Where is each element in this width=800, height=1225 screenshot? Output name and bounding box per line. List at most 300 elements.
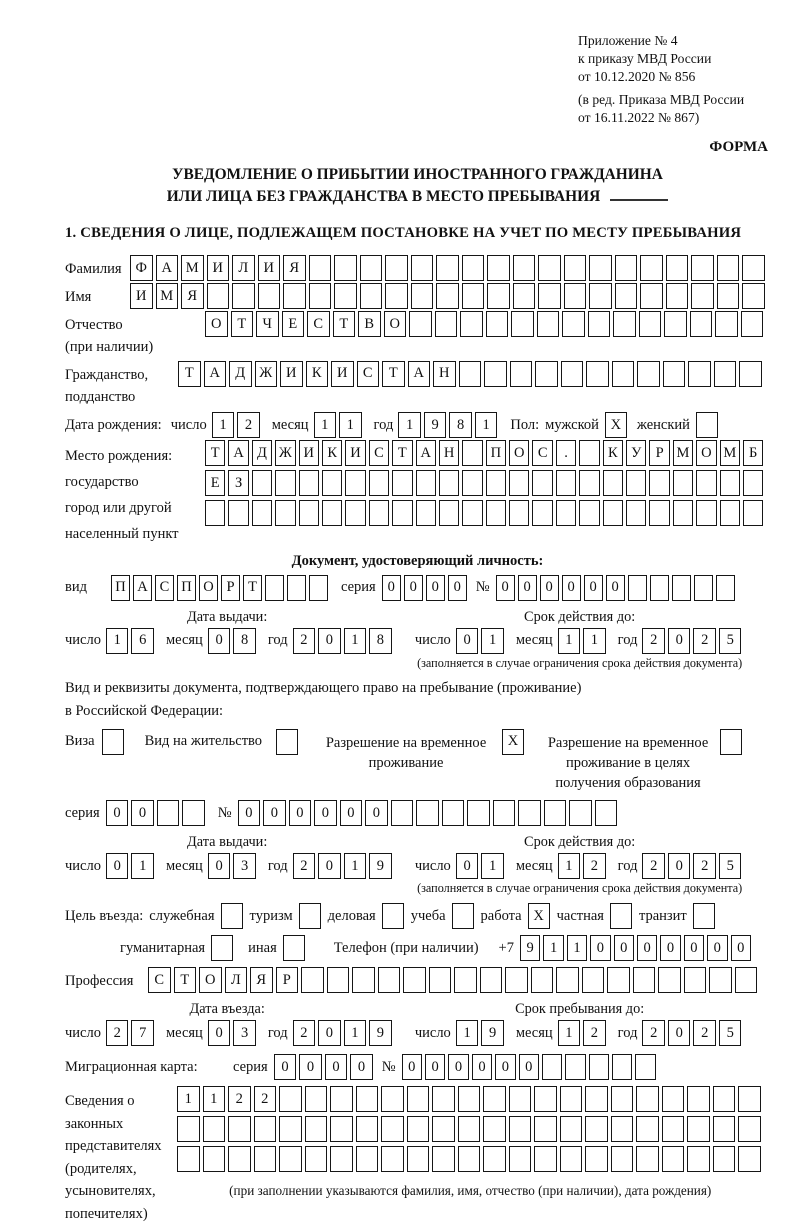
- char-box[interactable]: [157, 800, 180, 826]
- char-box[interactable]: [381, 1146, 404, 1172]
- char-box[interactable]: П: [486, 440, 506, 466]
- char-box[interactable]: Ф: [130, 255, 153, 281]
- char-box[interactable]: [673, 470, 693, 496]
- char-box[interactable]: [416, 800, 439, 826]
- char-box[interactable]: Р: [276, 967, 299, 993]
- char-box[interactable]: [322, 470, 342, 496]
- char-box[interactable]: [432, 1146, 455, 1172]
- char-box[interactable]: 2: [237, 412, 260, 438]
- char-box[interactable]: А: [204, 361, 227, 387]
- char-box[interactable]: [662, 1086, 685, 1112]
- char-box[interactable]: [615, 255, 638, 281]
- char-box[interactable]: [538, 283, 561, 309]
- char-box[interactable]: 9: [369, 853, 392, 879]
- char-box[interactable]: [635, 1054, 655, 1080]
- char-box[interactable]: 0: [274, 1054, 297, 1080]
- char-box[interactable]: [509, 500, 529, 526]
- char-box[interactable]: 0: [472, 1054, 492, 1080]
- char-box[interactable]: [603, 470, 623, 496]
- char-box[interactable]: В: [358, 311, 381, 337]
- char-box[interactable]: [626, 470, 646, 496]
- char-box[interactable]: [487, 283, 510, 309]
- char-box[interactable]: 0: [106, 853, 129, 879]
- char-box[interactable]: [720, 500, 740, 526]
- char-box[interactable]: [742, 255, 765, 281]
- char-box[interactable]: 0: [208, 853, 231, 879]
- char-box[interactable]: [416, 470, 436, 496]
- char-box[interactable]: [369, 470, 389, 496]
- char-box[interactable]: А: [133, 575, 152, 601]
- char-box[interactable]: [182, 800, 205, 826]
- char-box[interactable]: [458, 1086, 481, 1112]
- char-box[interactable]: О: [696, 440, 716, 466]
- char-box[interactable]: 0: [518, 575, 537, 601]
- char-box[interactable]: 0: [106, 800, 129, 826]
- char-box[interactable]: [713, 1086, 736, 1112]
- char-box[interactable]: Т: [178, 361, 201, 387]
- char-box[interactable]: [467, 800, 490, 826]
- char-box[interactable]: [322, 500, 342, 526]
- char-box[interactable]: [330, 1116, 353, 1142]
- char-box[interactable]: [738, 1146, 761, 1172]
- char-box[interactable]: [203, 1116, 226, 1142]
- char-box[interactable]: [356, 1146, 379, 1172]
- char-box[interactable]: 3: [233, 853, 256, 879]
- char-box[interactable]: 0: [684, 935, 704, 961]
- char-box[interactable]: [480, 967, 503, 993]
- char-box[interactable]: [662, 1146, 685, 1172]
- char-box[interactable]: Т: [174, 967, 197, 993]
- char-box[interactable]: [714, 361, 737, 387]
- char-box[interactable]: [716, 575, 735, 601]
- char-box[interactable]: [636, 1116, 659, 1142]
- char-box[interactable]: 0: [318, 853, 341, 879]
- char-box[interactable]: [436, 283, 459, 309]
- char-box[interactable]: [385, 255, 408, 281]
- char-box[interactable]: 1: [344, 1020, 367, 1046]
- char-box[interactable]: [460, 311, 483, 337]
- char-box[interactable]: 2: [642, 1020, 665, 1046]
- char-box[interactable]: О: [205, 311, 228, 337]
- char-box[interactable]: [588, 311, 611, 337]
- char-box[interactable]: [743, 500, 763, 526]
- char-box[interactable]: 1: [583, 628, 606, 654]
- char-box[interactable]: С: [369, 440, 389, 466]
- char-box[interactable]: [640, 283, 663, 309]
- char-box[interactable]: [432, 1116, 455, 1142]
- char-box[interactable]: [356, 1116, 379, 1142]
- char-box[interactable]: [258, 283, 281, 309]
- char-box[interactable]: С: [148, 967, 171, 993]
- char-box[interactable]: 9: [520, 935, 540, 961]
- char-box[interactable]: [720, 470, 740, 496]
- char-box[interactable]: [742, 283, 765, 309]
- char-box[interactable]: [658, 967, 681, 993]
- char-box[interactable]: 0: [425, 1054, 445, 1080]
- char-box[interactable]: С: [155, 575, 174, 601]
- char-box[interactable]: Ж: [275, 440, 295, 466]
- char-box[interactable]: 2: [693, 1020, 716, 1046]
- char-box[interactable]: 5: [719, 853, 742, 879]
- char-box[interactable]: 1: [558, 853, 581, 879]
- char-box[interactable]: [690, 311, 713, 337]
- char-box[interactable]: П: [177, 575, 196, 601]
- char-box[interactable]: [407, 1116, 430, 1142]
- char-box[interactable]: [275, 500, 295, 526]
- char-box[interactable]: О: [199, 967, 222, 993]
- char-box[interactable]: 2: [293, 853, 316, 879]
- char-box[interactable]: 2: [583, 853, 606, 879]
- char-box[interactable]: [582, 967, 605, 993]
- char-box[interactable]: Я: [181, 283, 204, 309]
- char-box[interactable]: 1: [558, 1020, 581, 1046]
- business-checkbox[interactable]: [382, 903, 404, 929]
- char-box[interactable]: [275, 470, 295, 496]
- char-box[interactable]: 0: [318, 1020, 341, 1046]
- char-box[interactable]: 9: [424, 412, 447, 438]
- char-box[interactable]: 0: [707, 935, 727, 961]
- char-box[interactable]: [556, 470, 576, 496]
- char-box[interactable]: Б: [743, 440, 763, 466]
- char-box[interactable]: 0: [263, 800, 286, 826]
- char-box[interactable]: 0: [448, 1054, 468, 1080]
- char-box[interactable]: [509, 1116, 532, 1142]
- char-box[interactable]: [279, 1146, 302, 1172]
- char-box[interactable]: 5: [719, 628, 742, 654]
- char-box[interactable]: 0: [668, 1020, 691, 1046]
- char-box[interactable]: 1: [481, 628, 504, 654]
- char-box[interactable]: [392, 500, 412, 526]
- char-box[interactable]: [392, 470, 412, 496]
- char-box[interactable]: [513, 283, 536, 309]
- char-box[interactable]: 1: [398, 412, 421, 438]
- char-box[interactable]: 0: [496, 575, 515, 601]
- char-box[interactable]: И: [207, 255, 230, 281]
- char-box[interactable]: [459, 361, 482, 387]
- temp-residence-checkbox[interactable]: X: [502, 729, 524, 755]
- char-box[interactable]: 0: [340, 800, 363, 826]
- char-box[interactable]: М: [181, 255, 204, 281]
- char-box[interactable]: [330, 1146, 353, 1172]
- char-box[interactable]: [741, 311, 764, 337]
- char-box[interactable]: [299, 470, 319, 496]
- char-box[interactable]: [687, 1146, 710, 1172]
- char-box[interactable]: 0: [562, 575, 581, 601]
- char-box[interactable]: [633, 967, 656, 993]
- char-box[interactable]: [565, 1054, 585, 1080]
- char-box[interactable]: [462, 255, 485, 281]
- char-box[interactable]: 1: [212, 412, 235, 438]
- char-box[interactable]: О: [199, 575, 218, 601]
- char-box[interactable]: И: [299, 440, 319, 466]
- char-box[interactable]: 0: [540, 575, 559, 601]
- char-box[interactable]: [442, 800, 465, 826]
- char-box[interactable]: 2: [228, 1086, 251, 1112]
- char-box[interactable]: [612, 1054, 632, 1080]
- char-box[interactable]: [696, 500, 716, 526]
- char-box[interactable]: [228, 500, 248, 526]
- char-box[interactable]: [305, 1146, 328, 1172]
- char-box[interactable]: [589, 255, 612, 281]
- char-box[interactable]: Н: [433, 361, 456, 387]
- char-box[interactable]: .: [556, 440, 576, 466]
- char-box[interactable]: [628, 575, 647, 601]
- char-box[interactable]: [717, 283, 740, 309]
- char-box[interactable]: [611, 1086, 634, 1112]
- char-box[interactable]: [435, 311, 458, 337]
- char-box[interactable]: С: [532, 440, 552, 466]
- char-box[interactable]: [691, 283, 714, 309]
- char-box[interactable]: Л: [232, 255, 255, 281]
- char-box[interactable]: [650, 575, 669, 601]
- char-box[interactable]: [518, 800, 541, 826]
- char-box[interactable]: [509, 1086, 532, 1112]
- char-box[interactable]: 1: [339, 412, 362, 438]
- char-box[interactable]: [487, 255, 510, 281]
- char-box[interactable]: [177, 1146, 200, 1172]
- char-box[interactable]: Т: [382, 361, 405, 387]
- char-box[interactable]: [462, 440, 482, 466]
- char-box[interactable]: [287, 575, 306, 601]
- char-box[interactable]: [265, 575, 284, 601]
- char-box[interactable]: Т: [243, 575, 262, 601]
- char-box[interactable]: 8: [233, 628, 256, 654]
- char-box[interactable]: 8: [369, 628, 392, 654]
- char-box[interactable]: [454, 967, 477, 993]
- char-box[interactable]: [205, 500, 225, 526]
- char-box[interactable]: [369, 500, 389, 526]
- char-box[interactable]: [407, 1146, 430, 1172]
- char-box[interactable]: [564, 255, 587, 281]
- char-box[interactable]: [672, 575, 691, 601]
- char-box[interactable]: 2: [106, 1020, 129, 1046]
- char-box[interactable]: [589, 1054, 609, 1080]
- visa-checkbox[interactable]: [102, 729, 124, 755]
- char-box[interactable]: 0: [350, 1054, 373, 1080]
- char-box[interactable]: Я: [250, 967, 273, 993]
- char-box[interactable]: [439, 470, 459, 496]
- char-box[interactable]: 1: [475, 412, 498, 438]
- char-box[interactable]: [203, 1146, 226, 1172]
- char-box[interactable]: [738, 1086, 761, 1112]
- char-box[interactable]: [688, 361, 711, 387]
- char-box[interactable]: 1: [344, 853, 367, 879]
- char-box[interactable]: [378, 967, 401, 993]
- char-box[interactable]: Ж: [255, 361, 278, 387]
- char-box[interactable]: [607, 967, 630, 993]
- char-box[interactable]: [232, 283, 255, 309]
- char-box[interactable]: [673, 500, 693, 526]
- private-checkbox[interactable]: [610, 903, 632, 929]
- char-box[interactable]: [626, 500, 646, 526]
- char-box[interactable]: Т: [205, 440, 225, 466]
- char-box[interactable]: [595, 800, 618, 826]
- char-box[interactable]: [535, 361, 558, 387]
- char-box[interactable]: 1: [344, 628, 367, 654]
- char-box[interactable]: А: [408, 361, 431, 387]
- official-checkbox[interactable]: [221, 903, 243, 929]
- char-box[interactable]: [505, 967, 528, 993]
- char-box[interactable]: 0: [606, 575, 625, 601]
- char-box[interactable]: 0: [208, 628, 231, 654]
- char-box[interactable]: [735, 967, 758, 993]
- char-box[interactable]: [636, 1086, 659, 1112]
- char-box[interactable]: Я: [283, 255, 306, 281]
- char-box[interactable]: 0: [238, 800, 261, 826]
- char-box[interactable]: [709, 967, 732, 993]
- char-box[interactable]: 9: [481, 1020, 504, 1046]
- char-box[interactable]: [486, 500, 506, 526]
- char-box[interactable]: 0: [426, 575, 445, 601]
- char-box[interactable]: 0: [325, 1054, 348, 1080]
- char-box[interactable]: [687, 1086, 710, 1112]
- char-box[interactable]: 1: [481, 853, 504, 879]
- char-box[interactable]: [309, 255, 332, 281]
- char-box[interactable]: [511, 311, 534, 337]
- char-box[interactable]: [560, 1116, 583, 1142]
- char-box[interactable]: Т: [392, 440, 412, 466]
- char-box[interactable]: [666, 255, 689, 281]
- char-box[interactable]: [585, 1116, 608, 1142]
- char-box[interactable]: 1: [203, 1086, 226, 1112]
- char-box[interactable]: [713, 1116, 736, 1142]
- char-box[interactable]: К: [306, 361, 329, 387]
- char-box[interactable]: И: [345, 440, 365, 466]
- char-box[interactable]: 1: [131, 853, 154, 879]
- transit-checkbox[interactable]: [693, 903, 715, 929]
- char-box[interactable]: [309, 283, 332, 309]
- char-box[interactable]: [637, 361, 660, 387]
- char-box[interactable]: 2: [642, 853, 665, 879]
- char-box[interactable]: [589, 283, 612, 309]
- char-box[interactable]: [562, 311, 585, 337]
- char-box[interactable]: [483, 1116, 506, 1142]
- char-box[interactable]: 0: [590, 935, 610, 961]
- char-box[interactable]: [636, 1146, 659, 1172]
- char-box[interactable]: [532, 500, 552, 526]
- char-box[interactable]: 2: [254, 1086, 277, 1112]
- char-box[interactable]: 0: [519, 1054, 539, 1080]
- char-box[interactable]: 0: [456, 628, 479, 654]
- char-box[interactable]: [615, 283, 638, 309]
- humanitarian-checkbox[interactable]: [211, 935, 233, 961]
- char-box[interactable]: [739, 361, 762, 387]
- char-box[interactable]: 0: [495, 1054, 515, 1080]
- char-box[interactable]: [252, 470, 272, 496]
- char-box[interactable]: [640, 255, 663, 281]
- char-box[interactable]: [305, 1116, 328, 1142]
- char-box[interactable]: [531, 967, 554, 993]
- char-box[interactable]: [462, 500, 482, 526]
- char-box[interactable]: А: [156, 255, 179, 281]
- char-box[interactable]: О: [509, 440, 529, 466]
- char-box[interactable]: [416, 500, 436, 526]
- char-box[interactable]: [356, 1086, 379, 1112]
- char-box[interactable]: [532, 470, 552, 496]
- char-box[interactable]: 0: [448, 575, 467, 601]
- char-box[interactable]: А: [228, 440, 248, 466]
- char-box[interactable]: 8: [449, 412, 472, 438]
- sex-female-checkbox[interactable]: [696, 412, 718, 438]
- char-box[interactable]: [462, 283, 485, 309]
- char-box[interactable]: [334, 283, 357, 309]
- char-box[interactable]: [662, 1116, 685, 1142]
- char-box[interactable]: [381, 1116, 404, 1142]
- char-box[interactable]: 2: [693, 628, 716, 654]
- char-box[interactable]: 7: [131, 1020, 154, 1046]
- char-box[interactable]: 0: [731, 935, 751, 961]
- char-box[interactable]: С: [307, 311, 330, 337]
- char-box[interactable]: [743, 470, 763, 496]
- char-box[interactable]: 0: [314, 800, 337, 826]
- char-box[interactable]: М: [720, 440, 740, 466]
- char-box[interactable]: Л: [225, 967, 248, 993]
- char-box[interactable]: [696, 470, 716, 496]
- residence-permit-checkbox[interactable]: [276, 729, 298, 755]
- char-box[interactable]: 2: [583, 1020, 606, 1046]
- char-box[interactable]: [586, 361, 609, 387]
- char-box[interactable]: [663, 361, 686, 387]
- char-box[interactable]: [585, 1146, 608, 1172]
- char-box[interactable]: [493, 800, 516, 826]
- char-box[interactable]: [713, 1146, 736, 1172]
- char-box[interactable]: 0: [208, 1020, 231, 1046]
- char-box[interactable]: У: [626, 440, 646, 466]
- char-box[interactable]: [252, 500, 272, 526]
- char-box[interactable]: [666, 283, 689, 309]
- char-box[interactable]: Ч: [256, 311, 279, 337]
- char-box[interactable]: [177, 1116, 200, 1142]
- char-box[interactable]: 1: [106, 628, 129, 654]
- char-box[interactable]: С: [357, 361, 380, 387]
- char-box[interactable]: [439, 500, 459, 526]
- char-box[interactable]: [345, 470, 365, 496]
- char-box[interactable]: З: [228, 470, 248, 496]
- char-box[interactable]: 1: [558, 628, 581, 654]
- char-box[interactable]: 1: [314, 412, 337, 438]
- char-box[interactable]: [564, 283, 587, 309]
- char-box[interactable]: [283, 283, 306, 309]
- char-box[interactable]: [579, 470, 599, 496]
- char-box[interactable]: Е: [205, 470, 225, 496]
- char-box[interactable]: К: [322, 440, 342, 466]
- char-box[interactable]: 1: [567, 935, 587, 961]
- char-box[interactable]: [411, 283, 434, 309]
- char-box[interactable]: Д: [229, 361, 252, 387]
- char-box[interactable]: [458, 1116, 481, 1142]
- char-box[interactable]: 0: [614, 935, 634, 961]
- char-box[interactable]: М: [156, 283, 179, 309]
- char-box[interactable]: [462, 470, 482, 496]
- char-box[interactable]: [534, 1086, 557, 1112]
- char-box[interactable]: 1: [543, 935, 563, 961]
- study-checkbox[interactable]: [452, 903, 474, 929]
- char-box[interactable]: 0: [660, 935, 680, 961]
- char-box[interactable]: И: [280, 361, 303, 387]
- char-box[interactable]: [407, 1086, 430, 1112]
- char-box[interactable]: 2: [693, 853, 716, 879]
- char-box[interactable]: [207, 283, 230, 309]
- char-box[interactable]: М: [673, 440, 693, 466]
- char-box[interactable]: [687, 1116, 710, 1142]
- char-box[interactable]: [409, 311, 432, 337]
- char-box[interactable]: [432, 1086, 455, 1112]
- char-box[interactable]: [345, 500, 365, 526]
- char-box[interactable]: И: [331, 361, 354, 387]
- char-box[interactable]: 0: [637, 935, 657, 961]
- char-box[interactable]: 0: [365, 800, 388, 826]
- char-box[interactable]: [560, 1146, 583, 1172]
